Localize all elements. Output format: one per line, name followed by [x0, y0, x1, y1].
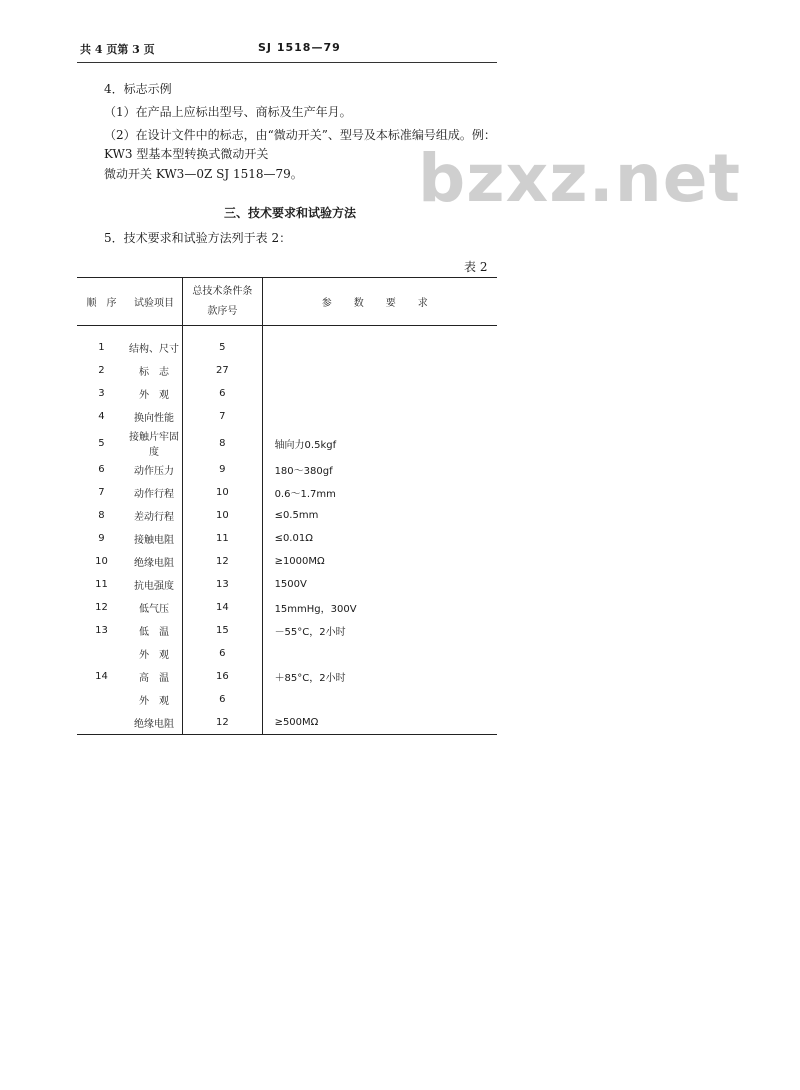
table-row [77, 550, 497, 573]
row-item: 接触电阻 [134, 535, 175, 546]
row-item: 绝缘电阻 [134, 558, 175, 569]
row-clause: 5 [183, 326, 262, 360]
table-header-row [77, 278, 497, 326]
standard-code: SJ 1518—79 [258, 41, 341, 54]
row-item: 绝缘电阻 [126, 711, 183, 735]
row-clause: 6 [183, 642, 262, 665]
table-row [77, 711, 497, 735]
row-clause: 13 [183, 573, 262, 596]
row-item: 低气压 [139, 604, 170, 615]
row-seq: 5 [98, 437, 105, 449]
row-clause: 6 [183, 382, 262, 405]
clause5-text: 5．技术要求和试验方法列于表 2： [104, 231, 292, 245]
row-param [262, 405, 497, 428]
row-param: 180～380gf [274, 466, 333, 477]
header-seq: 顺 序 [77, 278, 126, 326]
table-row [77, 619, 497, 642]
row-item: 结构、尺寸 [129, 344, 180, 355]
section4-item1: （1）在产品上应标出型号、商标及生产年月。 [104, 105, 352, 119]
table-label: 表 2 [464, 260, 488, 274]
row-seq: 10 [95, 556, 108, 567]
table-row [77, 359, 497, 382]
header-params: 参数要求 [262, 278, 497, 326]
row-param: ≥1000MΩ [274, 556, 325, 567]
page-info: 共 4 页第 3 页 [80, 43, 155, 56]
row-item: 动作行程 [134, 489, 175, 500]
row-seq: 11 [95, 579, 108, 590]
row-seq: 9 [98, 533, 105, 544]
row-clause: 12 [183, 550, 262, 573]
table-row [77, 382, 497, 405]
row-item: 外 观 [139, 390, 170, 401]
row-param: 0.6～1.7mm [274, 489, 336, 500]
row-seq: 8 [98, 510, 105, 521]
row-item: 外 观 [139, 696, 170, 707]
table-row [77, 596, 497, 619]
table-row [77, 642, 497, 665]
row-seq: 6 [98, 464, 105, 475]
table-row [77, 504, 497, 527]
row-seq: 13 [95, 625, 108, 636]
row-param [262, 382, 497, 405]
row-param: ≤0.01Ω [274, 533, 313, 544]
section4-heading: 4．标志示例 [104, 82, 172, 96]
row-seq [77, 711, 126, 735]
table-row [77, 405, 497, 428]
row-param: －55°C，2小时 [274, 627, 346, 638]
table-row [77, 527, 497, 550]
row-clause: 15 [183, 619, 262, 642]
row-clause: 14 [183, 596, 262, 619]
table-row [77, 481, 497, 504]
row-seq: 3 [98, 388, 105, 399]
header-rule [77, 62, 497, 63]
table-row [77, 573, 497, 596]
row-clause: 10 [183, 481, 262, 504]
row-item: 差动行程 [134, 512, 175, 523]
section4-item2: （2）在设计文件中的标志，由“微动开关”、型号及本标准编号组成。例： [104, 128, 496, 142]
row-param [262, 359, 497, 382]
row-param: ＋85°C，2小时 [274, 673, 346, 684]
table-row [77, 665, 497, 688]
row-seq: 2 [98, 365, 105, 376]
example-line2: 微动开关 KW3—0Z SJ 1518—79。 [104, 167, 303, 181]
row-item: 动作压力 [134, 466, 175, 477]
table-row [77, 326, 497, 360]
example-line1: KW3 型基本型转换式微动开关 [104, 147, 269, 161]
row-item: 接触片牢固度 [129, 432, 180, 458]
row-clause: 16 [183, 665, 262, 688]
row-param: ≤0.5mm [274, 510, 319, 521]
section-title: 三、技术要求和试验方法 [224, 206, 357, 220]
spec-table [77, 277, 497, 735]
row-param: 轴向力0.5kgf [274, 439, 337, 451]
row-clause: 7 [183, 405, 262, 428]
row-param [262, 326, 497, 360]
row-seq: 12 [95, 602, 108, 613]
watermark: bzxz.net [418, 140, 742, 217]
table-row [77, 458, 497, 481]
row-seq [77, 688, 126, 711]
row-clause: 12 [183, 711, 262, 735]
row-item: 外 观 [139, 650, 170, 661]
row-item: 标 志 [139, 367, 170, 378]
row-seq: 14 [95, 671, 108, 682]
row-seq: 1 [98, 342, 105, 353]
row-item: 换向性能 [134, 413, 175, 424]
row-seq: 4 [98, 411, 105, 422]
row-seq: 7 [98, 487, 105, 498]
row-param [262, 642, 497, 665]
header-item: 试验项目 [126, 278, 183, 326]
row-param: ≥500MΩ [262, 711, 497, 735]
row-clause: 8 [183, 428, 262, 458]
row-clause: 10 [183, 504, 262, 527]
row-clause: 27 [183, 359, 262, 382]
row-clause: 6 [183, 688, 262, 711]
row-param: 1500V [274, 579, 307, 590]
row-seq [77, 642, 126, 665]
row-clause: 9 [183, 458, 262, 481]
row-param: 15mmHg，300V [274, 604, 357, 615]
table-row [77, 688, 497, 711]
row-item: 高 温 [139, 673, 170, 684]
header-clause: 总技术条件条款序号 [183, 278, 262, 326]
row-item: 低 温 [139, 627, 170, 638]
row-clause: 11 [183, 527, 262, 550]
row-param [262, 688, 497, 711]
row-item: 抗电强度 [134, 581, 175, 592]
table-row [77, 428, 497, 458]
